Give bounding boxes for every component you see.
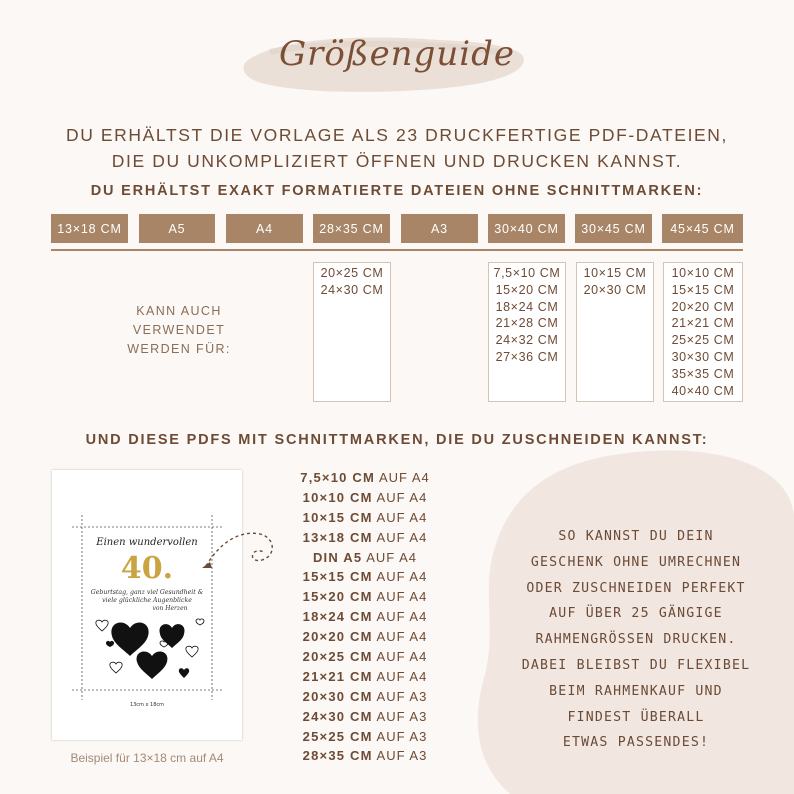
alt-size-item: 10×10 CM <box>671 266 735 280</box>
alt-size-item: 30×30 CM <box>671 349 735 364</box>
list-item <box>262 607 468 627</box>
alt-size-item: 27×36 CM <box>495 349 559 364</box>
list-item <box>262 567 468 587</box>
list-item <box>262 667 468 687</box>
note-line: DABEI BLEIBST DU FLEXIBEL <box>521 657 751 673</box>
size-30x40: 30×40 CM <box>488 214 565 243</box>
crop-paper: AUF A4 <box>376 589 428 605</box>
intro-line-1: DU ERHÄLTST DIE VORLAGE ALS 23 DRUCKFERTIGE PDF-DATEIEN, <box>65 125 729 145</box>
crop-paper: AUF A4 <box>376 529 428 545</box>
crop-paper: AUF A4 <box>376 569 428 585</box>
crop-size: DIN A5 <box>312 549 363 565</box>
alt-sizes-30x40 <box>488 262 566 402</box>
size-30x45: 30×45 CM <box>575 214 652 243</box>
note-line: SO KANNST DU DEIN <box>558 529 714 544</box>
list-item <box>262 468 468 488</box>
list-item <box>262 707 468 727</box>
alt-size-item: 40×40 CM <box>671 383 735 398</box>
list-item <box>262 687 468 707</box>
hearts-illustration <box>96 619 204 679</box>
page-title: Größenguide <box>278 34 516 74</box>
crop-paper: AUF A4 <box>376 649 428 665</box>
note-line: RAHMENGRÖSSEN DRUCKEN. <box>535 632 737 648</box>
intro-text <box>0 122 794 174</box>
crop-paper: AUF A4 <box>376 668 428 684</box>
list-item <box>262 548 468 568</box>
crop-paper: AUF A4 <box>376 629 428 645</box>
poster-wish3: von Herzen <box>152 605 188 612</box>
divider-line <box>51 249 743 251</box>
alt-label-line-1: KANN AUCH <box>136 304 222 318</box>
crop-paper: AUF A4 <box>366 549 418 565</box>
crop-paper: AUF A4 <box>376 609 428 625</box>
note-line: GESCHENK OHNE UMRECHNEN <box>530 554 742 570</box>
poster-line1: Einen wundervollen <box>96 537 198 548</box>
crop-paper: AUF A4 <box>378 470 430 485</box>
alt-size-item: 21×28 CM <box>495 316 559 331</box>
list-item <box>262 746 468 766</box>
crop-size: 20×20 CM <box>302 629 373 645</box>
info-note <box>488 524 784 756</box>
poster-number: 40. <box>120 551 174 586</box>
alt-size-item: 35×35 CM <box>671 366 735 381</box>
alt-sizes-45x45 <box>663 262 743 402</box>
list-item <box>262 508 468 528</box>
alt-label-line-2: VERWENDET <box>132 323 226 337</box>
crop-size: 28×35 CM <box>302 748 373 764</box>
example-caption: Beispiel für 13×18 cm auf A4 <box>70 751 224 765</box>
crop-paper: AUF A3 <box>376 728 428 744</box>
section-heading-no-cropmarks: DU ERHÄLTST EXAKT FORMATIERTE DATEIEN OHNE SCHNITTMARKEN: <box>90 183 704 199</box>
alt-size-item: 20×30 CM <box>583 282 647 297</box>
poster-size-label: 13cm x 18cm <box>129 702 165 708</box>
poster-wish1: Geburtstag, ganz viel Gesundheit & <box>90 589 204 596</box>
crop-size: 20×25 CM <box>302 649 373 665</box>
crop-size: 10×15 CM <box>302 509 373 525</box>
alt-size-item: 15×15 CM <box>671 282 735 297</box>
crop-size: 24×30 CM <box>302 708 373 724</box>
alt-size-item: 10×15 CM <box>583 266 647 280</box>
alt-sizes-28x35 <box>313 262 391 402</box>
list-item <box>262 727 468 747</box>
note-line: ODER ZUSCHNEIDEN PERFEKT <box>526 580 746 596</box>
list-item <box>262 587 468 607</box>
crop-size: 18×24 CM <box>302 609 373 625</box>
crop-size: 20×30 CM <box>302 688 373 704</box>
crop-paper: AUF A3 <box>376 688 428 704</box>
alt-size-item: 24×30 CM <box>320 282 384 297</box>
intro-line-2: DIE DU UNKOMPLIZIERT ÖFFNEN UND DRUCKEN KANNST. <box>111 151 683 171</box>
alternative-sizes-label <box>118 302 240 359</box>
crop-size: 21×21 CM <box>302 668 373 684</box>
crop-size: 10×10 CM <box>302 489 373 505</box>
note-line: ETWAS PASSENDES! <box>562 735 710 751</box>
crop-paper: AUF A4 <box>376 509 428 525</box>
alt-size-item: 21×21 CM <box>671 316 735 331</box>
crop-size: 7,5×10 CM <box>300 470 376 485</box>
size-a4: A4 <box>226 214 303 243</box>
alt-size-item: 24×32 CM <box>495 333 559 348</box>
alt-size-item: 18×24 CM <box>495 299 559 314</box>
alt-size-item: 15×20 CM <box>495 282 559 297</box>
size-buttons-row <box>51 214 743 244</box>
poster-artwork <box>52 470 242 740</box>
size-a3: A3 <box>401 214 478 243</box>
note-line: BEIM RAHMENKAUF UND <box>549 683 723 699</box>
alt-size-item: 7,5×10 CM <box>493 266 561 280</box>
size-45x45: 45×45 CM <box>662 214 743 243</box>
alt-sizes-30x45 <box>576 262 654 402</box>
list-item <box>262 647 468 667</box>
list-item <box>262 528 468 548</box>
note-line: FINDEST ÜBERALL <box>567 709 705 725</box>
alt-size-item: 20×25 CM <box>320 266 384 280</box>
crop-paper: AUF A3 <box>376 748 428 764</box>
list-item <box>262 627 468 647</box>
crop-size: 15×15 CM <box>302 569 373 585</box>
list-item <box>262 488 468 508</box>
size-28x35: 28×35 CM <box>313 214 390 243</box>
cropmark-size-list <box>262 468 468 766</box>
note-line: AUF ÜBER 25 GÄNGIGE <box>549 606 723 622</box>
example-poster <box>52 470 242 740</box>
size-a5: A5 <box>139 214 215 243</box>
crop-size: 13×18 CM <box>302 529 373 545</box>
alt-size-item: 25×25 CM <box>671 333 735 348</box>
alt-size-item: 20×20 CM <box>671 299 735 314</box>
size-13x18: 13×18 CM <box>51 214 128 243</box>
alt-label-line-3: WERDEN FÜR: <box>127 342 231 356</box>
crop-paper: AUF A4 <box>376 489 428 505</box>
crop-size: 25×25 CM <box>302 728 373 744</box>
crop-paper: AUF A3 <box>376 708 428 724</box>
crop-size: 15×20 CM <box>302 589 373 605</box>
poster-wish2: viele glückliche Augenblicke <box>102 597 192 604</box>
section-heading-with-cropmarks: UND DIESE PDFS MIT SCHNITTMARKEN, DIE DU ZUSCHNEIDEN KANNST: <box>85 432 709 448</box>
